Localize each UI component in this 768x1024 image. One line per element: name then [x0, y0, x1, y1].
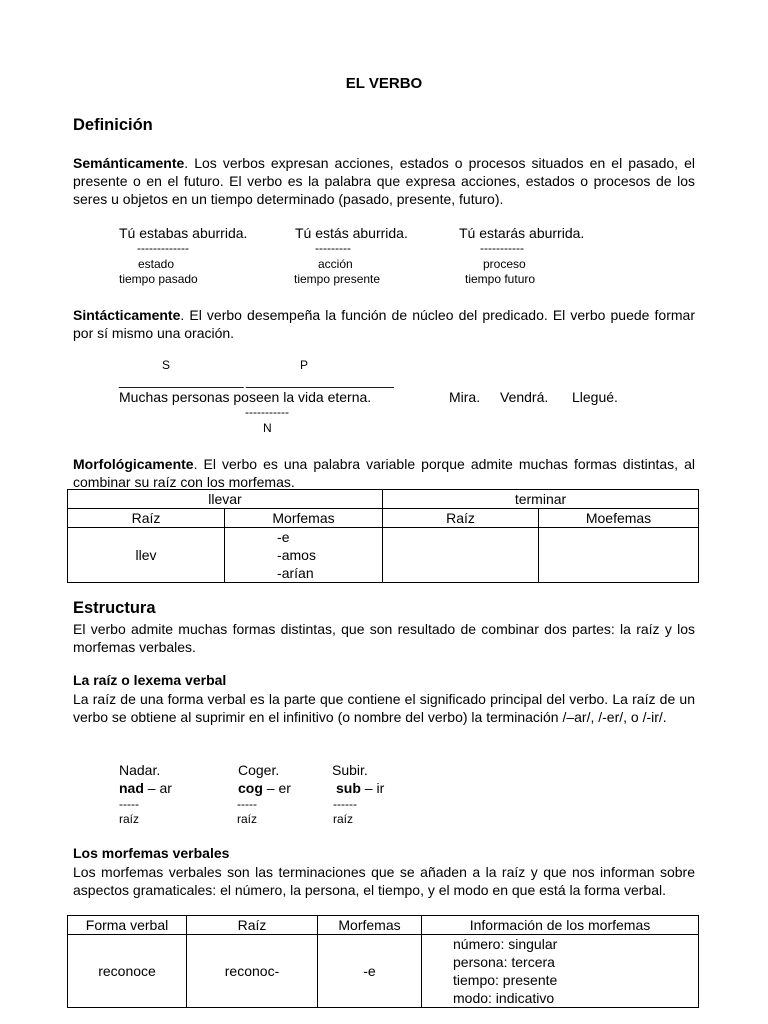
estructura-heading: Estructura — [73, 599, 156, 617]
raiz-example-label: raíz — [333, 812, 354, 826]
semanticamente-paragraph — [73, 154, 695, 208]
table-row — [68, 528, 699, 583]
cell-raiz: reconoc- — [187, 935, 318, 1008]
morfemas-paragraph: Los morfemas verbales son las terminaciones que se añaden a la raíz y que nos informan sobre aspectos gramaticales: el número, la persona, el tiempo, y el modo en que está la forma verbal. — [73, 864, 695, 898]
morfologicamente-text: . El verbo es una palabra variable porque admite muchas formas distintas, al combinar su raíz con los morfemas. — [73, 456, 695, 490]
page-title: EL VERBO — [345, 75, 423, 92]
semanticamente-text: . Los verbos expresan acciones, estados o procesos situados en el pasado, el presente o en el futuro. El verbo es la palabra que expresa acciones, estados o procesos de los seres u objetos en un tiempo determinado (pasado, presente, futuro). — [73, 155, 695, 207]
example-sentence-past: Tú estabas aburrida. — [119, 225, 248, 241]
cell-forma-verbal: reconoce — [68, 935, 187, 1008]
cell-empty — [539, 528, 699, 583]
column-header-informacion: Información de los morfemas — [422, 916, 699, 935]
verb-example-vendra: Vendrá. — [500, 389, 549, 405]
group-header-llevar: llevar — [68, 490, 383, 509]
raiz-heading: La raíz o lexema verbal — [73, 672, 227, 688]
raiz-example-verb-nadar: Nadar. — [119, 762, 161, 778]
table-row — [68, 935, 699, 1008]
group-header-terminar: terminar — [383, 490, 699, 509]
table-row — [68, 490, 699, 509]
raiz-example-dashes: ----- — [119, 797, 139, 811]
info-line: modo: indicativo — [453, 990, 555, 1006]
raiz-root: nad — [119, 780, 144, 796]
table-row — [68, 509, 699, 528]
column-header-moefemas: Moefemas — [539, 509, 699, 528]
cell-informacion — [422, 935, 699, 1008]
predicate-underline: ___________________ — [246, 372, 394, 388]
cell-morfemas-llevar — [225, 528, 383, 583]
example-dashes-past: ------------- — [137, 241, 189, 255]
info-line: tiempo: presente — [453, 972, 558, 988]
morfema-item: -arían — [277, 565, 314, 581]
example-time-present: tiempo presente — [294, 272, 381, 286]
morfema-item: -e — [277, 529, 290, 545]
example-time-past: tiempo pasado — [119, 272, 198, 286]
estructura-paragraph: El verbo admite muchas formas distintas, que son resultado de combinar dos partes: la raíz y los morfemas verbales. — [73, 621, 695, 655]
column-header-morfemas: Morfemas — [225, 509, 383, 528]
raiz-ending: – ir — [360, 780, 385, 796]
verb-example-llegue: Llegué. — [572, 389, 618, 405]
sintacticamente-paragraph — [73, 306, 695, 342]
morfema-item: -amos — [277, 547, 316, 563]
nucleus-dashes: ----------- — [245, 405, 289, 419]
raiz-ending: – er — [262, 780, 291, 796]
raiz-example-dashes: ----- — [237, 797, 257, 811]
example-sentence-future: Tú estarás aburrida. — [459, 225, 585, 241]
syntax-sentence: Muchas personas poseen la vida eterna. — [119, 389, 372, 405]
predicate-label: P — [300, 358, 309, 372]
column-header-raiz: Raíz — [383, 509, 539, 528]
example-kind-present: acción — [318, 257, 353, 271]
info-line: número: singular — [453, 936, 558, 952]
subject-label: S — [162, 358, 171, 372]
table-row — [68, 916, 699, 935]
raiz-example-split-nadar — [119, 780, 172, 796]
morfologicamente-paragraph — [73, 455, 695, 491]
raiz-root: sub — [336, 780, 361, 796]
example-dashes-present: --------- — [315, 241, 351, 255]
cell-empty — [383, 528, 539, 583]
semanticamente-lead: Semánticamente — [73, 155, 185, 171]
morfologicamente-lead: Morfológicamente — [73, 456, 194, 472]
column-header-raiz: Raíz — [68, 509, 225, 528]
morphology-table — [67, 489, 699, 583]
info-line: persona: tercera — [453, 954, 555, 970]
raiz-example-split-subir — [336, 780, 384, 796]
morfemas-heading: Los morfemas verbales — [73, 845, 230, 861]
column-header-morfemas: Morfemas — [318, 916, 422, 935]
raiz-example-verb-coger: Coger. — [238, 762, 280, 778]
cell-raiz-llev: llev — [68, 528, 225, 583]
sintacticamente-lead: Sintácticamente — [73, 307, 181, 323]
raiz-example-label: raíz — [237, 812, 258, 826]
verb-example-mira: Mira. — [449, 389, 481, 405]
raiz-example-split-coger — [238, 780, 291, 796]
raiz-example-verb-subir: Subir. — [332, 762, 368, 778]
definicion-heading: Definición — [73, 116, 153, 134]
subject-underline: ________________ — [119, 372, 244, 388]
raiz-example-dashes: ------ — [333, 797, 357, 811]
raiz-paragraph: La raíz de una forma verbal es la parte que contiene el significado principal del verbo. La raíz de un verbo se obtiene al suprimir en el infinitivo (o nombre del verbo) la terminación /–ar/, /-er/, o /-ir/. — [73, 691, 695, 725]
raiz-root: cog — [238, 780, 263, 796]
example-time-future: tiempo futuro — [465, 272, 536, 286]
example-kind-past: estado — [138, 257, 175, 271]
morfemas-table — [67, 915, 699, 1008]
example-dashes-future: ----------- — [480, 241, 524, 255]
example-sentence-present: Tú estás aburrida. — [295, 225, 408, 241]
cell-morfema: -e — [318, 935, 422, 1008]
example-kind-future: proceso — [483, 257, 526, 271]
raiz-ending: – ar — [143, 780, 172, 796]
nucleus-label: N — [263, 421, 272, 435]
raiz-example-label: raíz — [119, 812, 140, 826]
column-header-forma-verbal: Forma verbal — [68, 916, 187, 935]
column-header-raiz: Raíz — [187, 916, 318, 935]
sintacticamente-text: . El verbo desempeña la función de núcleo del predicado. El verbo puede formar por sí mismo una oración. — [73, 307, 695, 341]
